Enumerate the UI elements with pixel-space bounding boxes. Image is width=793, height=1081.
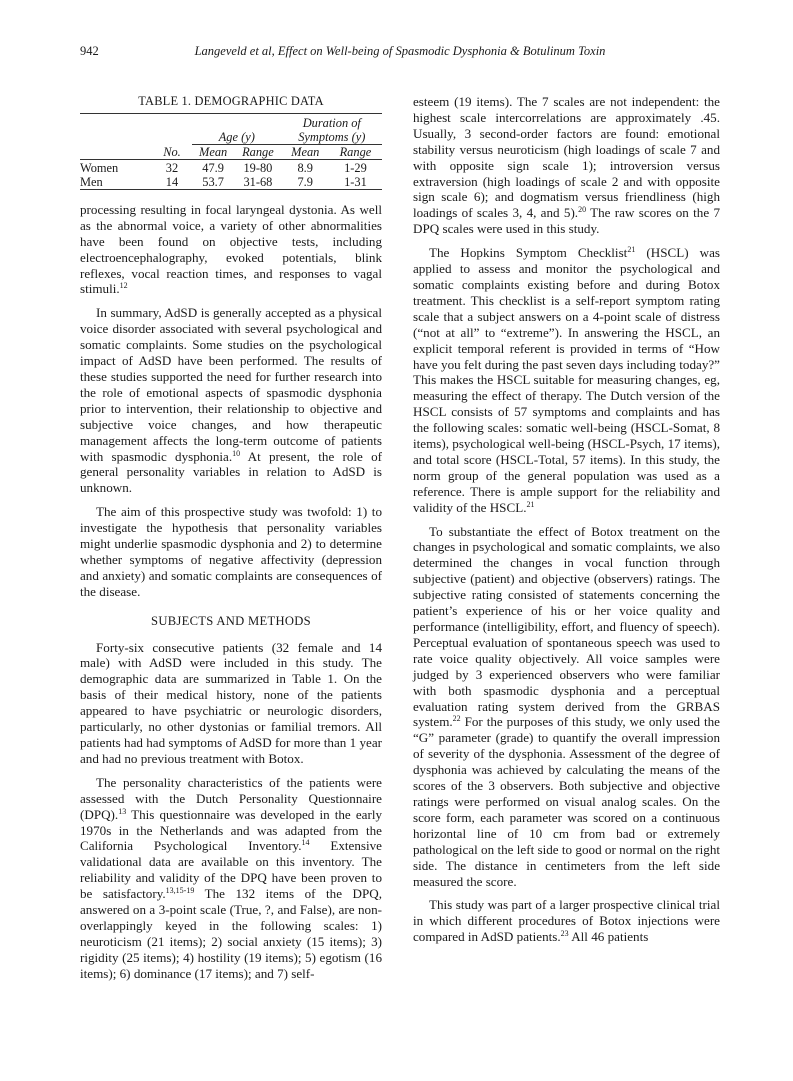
citation: 13 (118, 806, 127, 816)
running-head: Langeveld et al, Effect on Well-being of Spasmodic Dysphonia & Botulinum Toxin (194, 44, 606, 58)
cell-no: 14 (152, 175, 192, 190)
row-label: Women (80, 160, 119, 175)
paragraph: To substantiate the effect of Botox treatment on the changes in psychological and somatic complaints, we also determined the changes in vocal function through subjective (patient) and objective (observers) ratings. The subjective rating consisted of statements concerning the patient’s experience of his or her voice quality and performance (intelligibility, effort, and fluency of speech). Perceptual evaluation of spontaneous speech was used to rate voice quality objectively. All voice samples were judged by 3 experienced observers who were familiar with both spasmodic dysphonia and a perceptual evaluation rating system derived from the GRBAS system.$^{22}$ For the purposes of this study, we only used the “G” parameter (grade) to quantify the overall impression of severity of the dysphonia. Assessment of the degree of dysphonia was achieved by calculating the means of the scores of the 3 observers. Both subjective and objective ratings were performed on visual analog scales. On the score form, each parameter was scored on a continuous horizontal line of 10 cm from bad or extremely pathological on the left side to good or normal on the right side. The distance in centimeters from the left side measured the score. (413, 523, 720, 889)
cell-dur-range: 1-31 (329, 175, 382, 190)
cell-dur-range: 1-29 (344, 160, 367, 175)
group-header-duration-l1: Duration of (302, 115, 361, 130)
page-number: 942 (80, 44, 99, 58)
citation: 21 (627, 245, 636, 255)
cell-age-range: 19-80 (243, 160, 273, 175)
page-header (80, 44, 720, 60)
paragraph: In summary, AdSD is generally accepted as a physical voice disorder associated with several psychological and somatic complaints. Some studies on the psychological impact of AdSD have been performed. The results of these studies supported the need for further research into the role of emotional aspects of spasmodic dysphonia prior to intervention, their relationship to objective and subjective voice changes, and how therapeutic management affects the long-term outcome of patients with spasmodic dysphonia.$^{10}$ At present, the role of general personality variables in relation to AdSD is unknown. (80, 305, 382, 496)
group-header-age: Age (y) (192, 130, 282, 145)
cell-age-range: 31-68 (234, 175, 281, 190)
citation: 13,15-19 (165, 886, 195, 896)
paragraph: This study was part of a larger prospective clinical trial in which different procedures of Botox injections were compared in AdSD patients.$^{23}$ All 46 patients (413, 897, 720, 945)
cell-dur-mean: 8.9 (297, 160, 313, 175)
col-header-age-mean: Mean (199, 144, 228, 159)
section-heading: SUBJECTS AND METHODS (151, 613, 311, 628)
citation: 10 (232, 448, 241, 458)
col-header-dur-mean: Mean (291, 144, 320, 159)
citation: 14 (301, 838, 310, 848)
citation: 20 (578, 205, 587, 215)
paragraph: Forty-six consecutive patients (32 female and 14 male) with AdSD were included in this study. The demographic data are summarized in Table 1. On the basis of their medical history, none of the patients appeared to have psychiatric or neurologic disorders, particularly, no other dystonias or familial tremors. All patients had had symptoms of AdSD for more than 1 year and had no previous treatment with Botox. (80, 639, 382, 766)
paragraph: The aim of this prospective study was twofold: 1) to investigate the hypothesis that personality variables might underlie spasmodic dysphonia and 2) to determine whether symptoms of negative affectivity (depression and anxiety) and somatic complaints are consequences of the disease. (80, 504, 382, 599)
left-column (80, 94, 382, 982)
table-title: TABLE 1. DEMOGRAPHIC DATA (138, 94, 324, 108)
cell-age-mean: 47.9 (202, 160, 224, 175)
cell-dur-mean: 7.9 (282, 175, 329, 190)
citation: 21 (526, 499, 535, 509)
citation: 23 (560, 929, 569, 939)
citation: 12 (119, 281, 128, 291)
paragraph: processing resulting in focal laryngeal dystonia. As well as the abnormal voice, a variety of other abnormalities have been found on objective tests, including electroencephalography, evoked potentials, blink reflexes, vocal reaction times, and responses to vagal stimuli.$^{12}$ (80, 201, 382, 297)
row-label: Men (80, 175, 152, 190)
cell-age-mean: 53.7 (192, 175, 234, 190)
table-row (80, 161, 382, 175)
demographic-table (80, 113, 382, 190)
group-header-duration-l2: Symptoms (y) (282, 130, 382, 145)
paragraph: esteem (19 items). The 7 scales are not independent: the highest scale intercorrelations are approximately .45. Usually, 3 second-order factors are found: emotional stability versus neuroticism (high loadings of scale 7 and with opposite sign scale 1); introversion versus extraversion (high loadings of scale 2 and with opposite sign scale 6); and dogmatism versus friendliness (high loadings of scales 3, 4, and 5).$^{20}$ The raw scores on the 7 DPQ scales were used in this study. (413, 94, 720, 237)
table-1 (80, 94, 382, 190)
col-header-dur-range: Range (339, 144, 372, 159)
col-header-age-range: Range (242, 144, 274, 159)
col-header-no: No. (163, 144, 181, 159)
table-row (80, 175, 382, 190)
paragraph: The Hopkins Symptom Checklist$^{21}$ (HSCL) was applied to assess and monitor the psychological and somatic complaints existing before and during Botox treatment. This checklist is a self-report symptom rating scale that a subject answers on a 4-point scale of distress (“not at all” to “extreme”). In answering the HSCL, an explicit temporal referent is provided in terms of “How have you felt during the past seven days including today?” This makes the HSCL suitable for measuring changes, eg, measuring the effect of therapy. The Dutch version of the HSCL consists of 57 symptoms and complaints and has the following scales: somatic well-being (HSCL-Somat, 8 items), psychological well-being (HSCL-Psych, 17 items), and total score (HSCL-Total, 57 items). In this study, the norm group of the general population was used as a reference. There is ample support for the reliability and validity of the HSCL.$^{21}$ (413, 245, 720, 515)
cell-no: 32 (165, 160, 179, 175)
citation: 22 (452, 714, 461, 724)
paragraph: The personality characteristics of the patients were assessed with the Dutch Personality Questionnaire (DPQ).$^{13}$ This questionnaire was developed in the early 1970s in the Netherlands and was adapted from the California Psychological Inventory.$^{14}$ Extensive validational data are available on this inventory. The reliability and validity of the DPQ have been proven to be satisfactory.$^{13,15-19}$ The 132 items of the DPQ, answered on a 3-point scale (True, ?, and False), are non-overlappingly keyed in the following scales: 1) neuroticism (21 items); 2) social anxiety (15 items); 3) rigidity (25 items); 4) hostility (19 items); 5) egotism (16 items); 6) dominance (17 items); and 7) self- (80, 774, 382, 981)
right-column (413, 94, 720, 945)
